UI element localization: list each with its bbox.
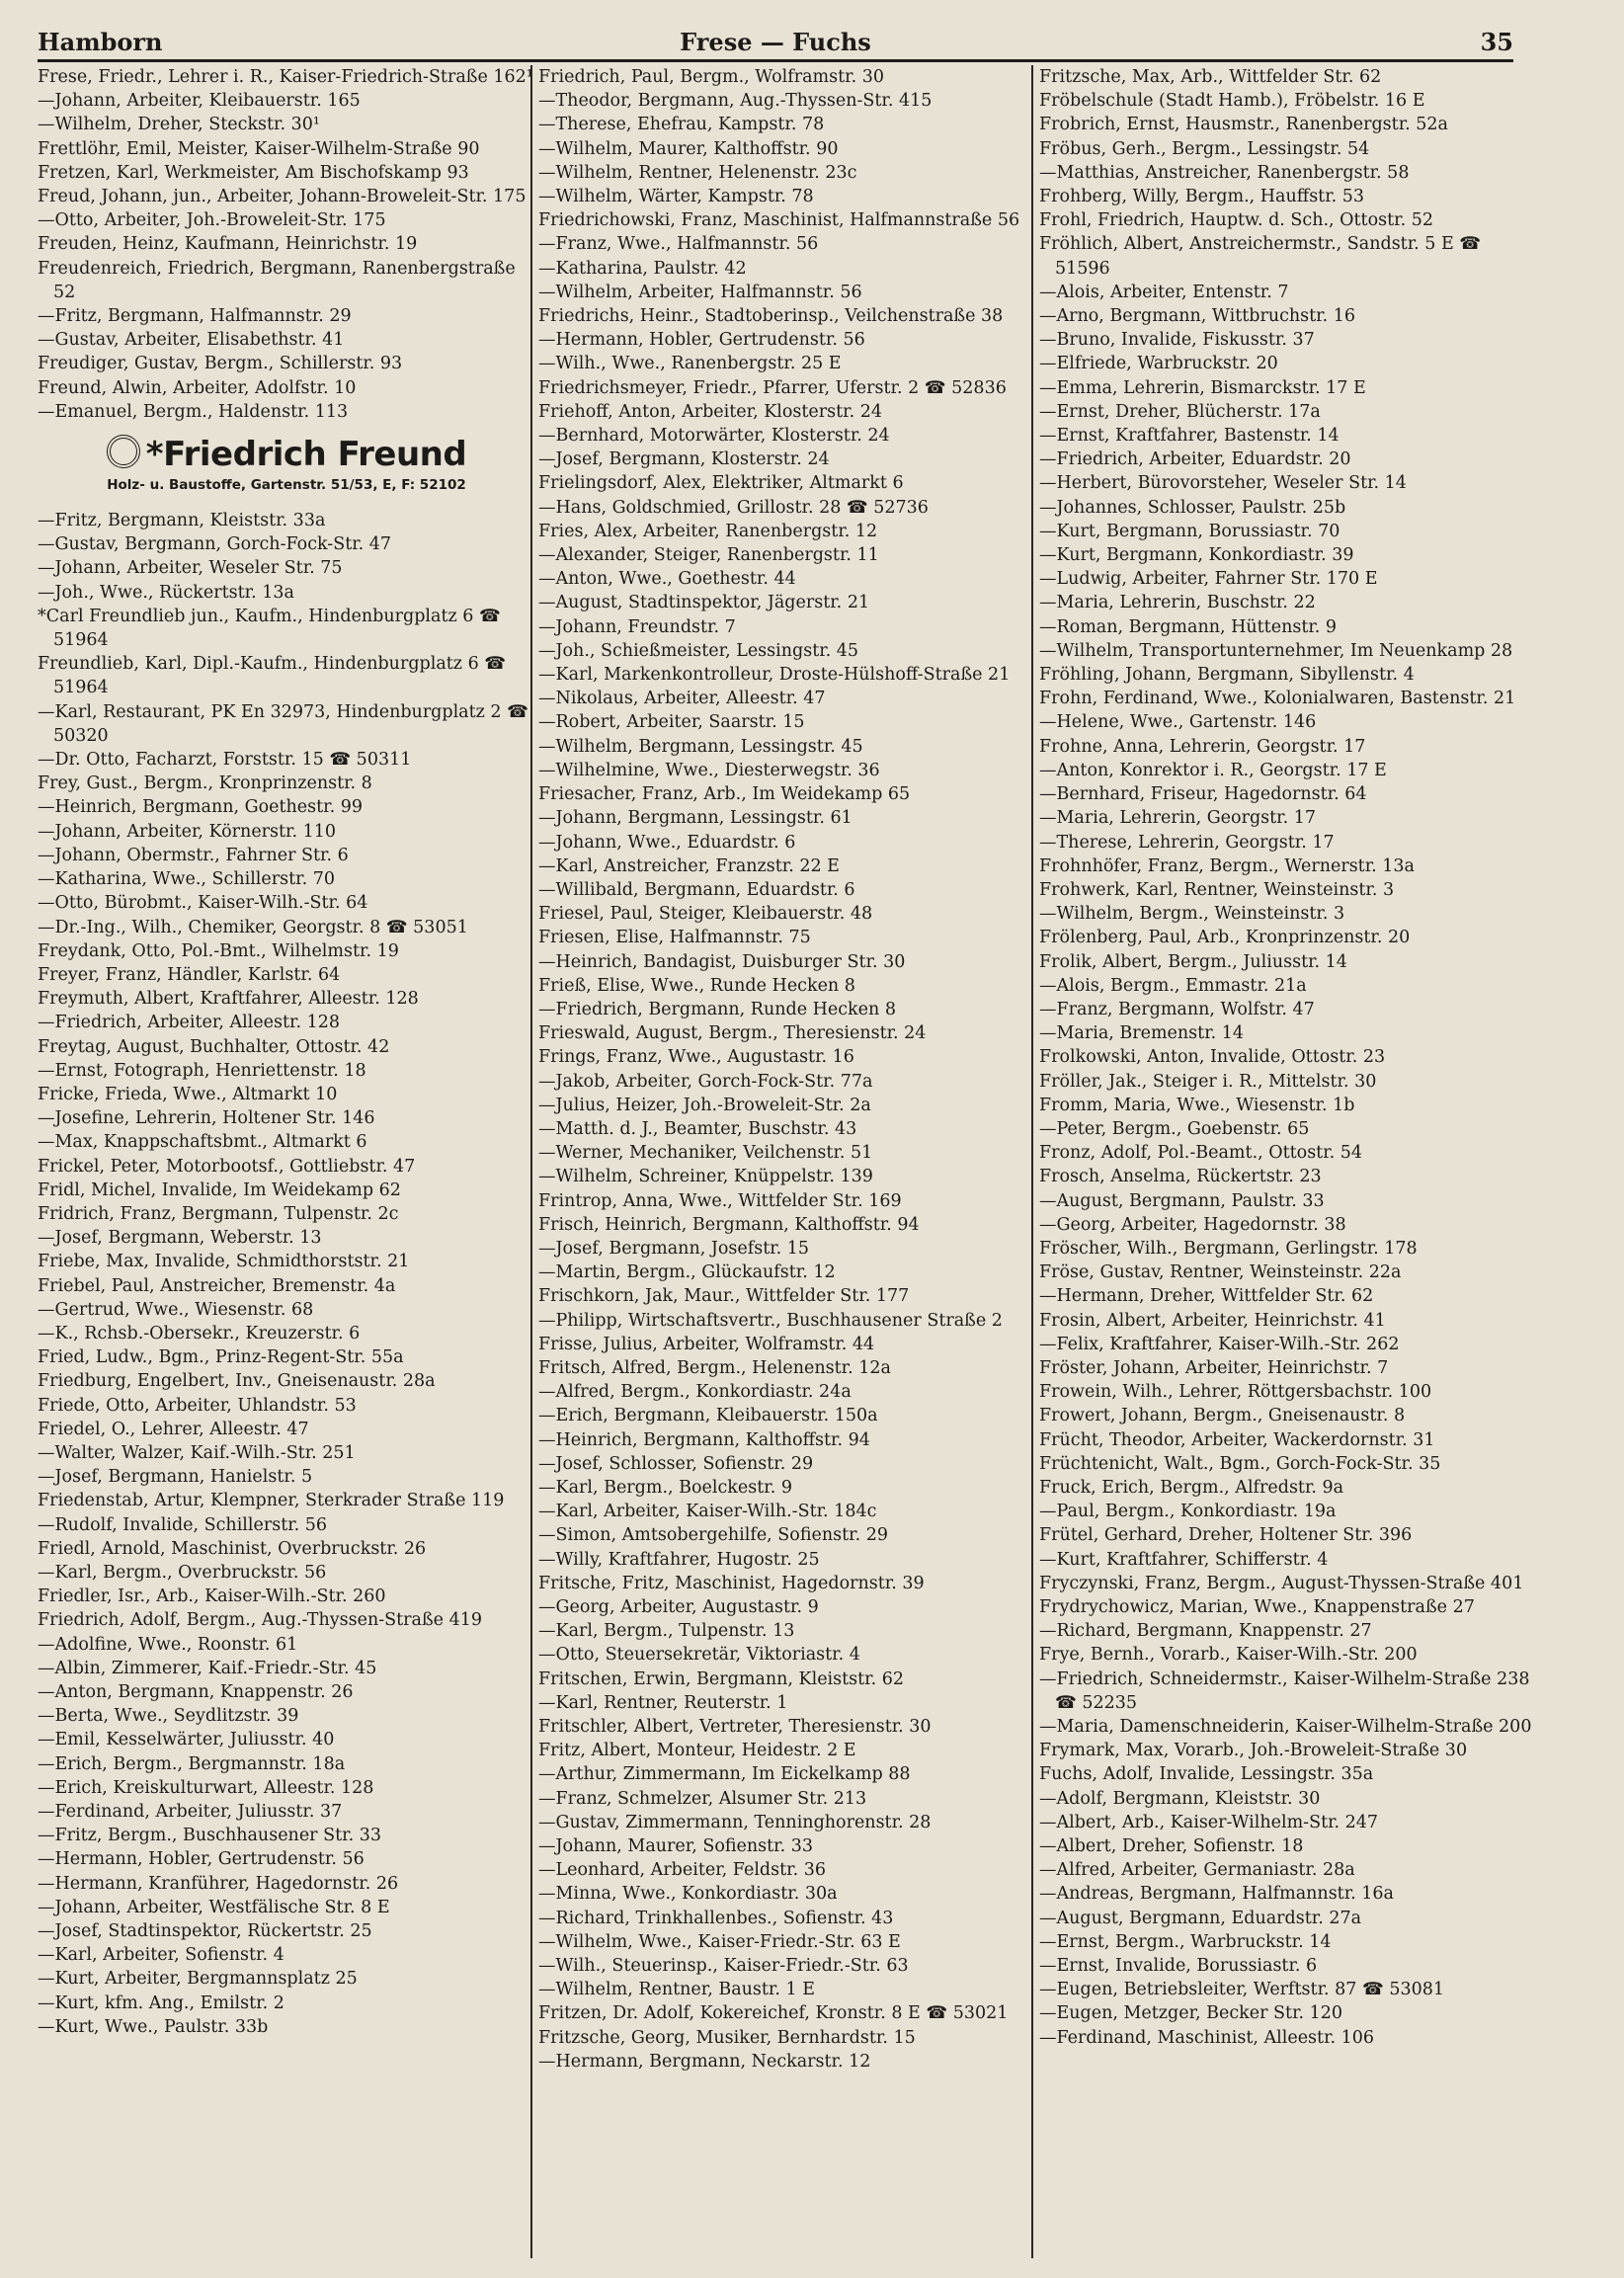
directory-entry: Fridrich, Franz, Bergmann, Tulpenstr. 2c xyxy=(38,1203,399,1224)
directory-entry: Frosch, Anselma, Rückertstr. 23 xyxy=(1039,1167,1322,1187)
directory-entry: Fritsch, Alfred, Bergm., Helenenstr. 12a xyxy=(538,1357,891,1378)
directory-entry: —Karl, Bergm., Boelckestr. 9 xyxy=(538,1477,792,1498)
directory-entry: —Johann, Arbeiter, Körnerstr. 110 xyxy=(38,821,337,842)
directory-entry: —Gustav, Zimmermann, Tenninghorenstr. 28 xyxy=(538,1812,932,1832)
directory-entry: —Wilhelm, Schreiner, Knüppelstr. 139 xyxy=(538,1167,873,1187)
directory-entry: Friedrichs, Heinr., Stadtoberinsp., Veilchenstraße 38 xyxy=(538,306,1004,327)
directory-entry: —Ernst, Dreher, Blücherstr. 17a xyxy=(1039,401,1321,422)
directory-entry: —Johann, Maurer, Sofienstr. 33 xyxy=(538,1836,814,1857)
directory-entry: —Leonhard, Arbeiter, Feldstr. 36 xyxy=(538,1860,826,1881)
directory-entry: Friedrich, Adolf, Bergm., Aug.-Thyssen-Straße 419 xyxy=(38,1610,482,1631)
directory-entry: —Erich, Bergmann, Kleibauerstr. 150a xyxy=(538,1406,878,1426)
directory-entry: —Theodor, Bergmann, Aug.-Thyssen-Str. 415 xyxy=(538,91,933,112)
directory-entry: —Martin, Bergm., Glückaufstr. 12 xyxy=(538,1262,836,1283)
directory-entry: Frye, Bernh., Vorarb., Kaiser-Wilh.-Str. 200 xyxy=(1039,1645,1418,1666)
directory-entry: Fromm, Maria, Wwe., Wiesenstr. 1b xyxy=(1039,1095,1355,1115)
directory-entry: Frischkorn, Jak, Maur., Wittfelder Str. 177 xyxy=(538,1286,910,1307)
directory-entry: —Otto, Bürobmt., Kaiser-Wilh.-Str. 64 xyxy=(38,893,368,914)
directory-entry: —Maria, Damenschneiderin, Kaiser-Wilhelm-Straße 200 xyxy=(1039,1717,1532,1738)
directory-entry: Frölenberg, Paul, Arb., Kronprinzenstr. 20 xyxy=(1039,928,1411,948)
directory-entry: Fruck, Erich, Bergm., Alfredstr. 9a xyxy=(1039,1477,1344,1498)
directory-entry: Frowein, Wilh., Lehrer, Röttgersbachstr. 100 xyxy=(1039,1382,1432,1403)
directory-entry: Frymark, Max, Vorarb., Joh.-Broweleit-Straße 30 xyxy=(1039,1741,1468,1761)
directory-entry: —Kurt, kfm. Ang., Emilstr. 2 xyxy=(38,1993,284,2013)
directory-entry: —Friedrich, Schneidermstr., Kaiser-Wilhelm-Straße 238 ☎ 52235 xyxy=(1039,1668,1530,1713)
directory-entry: —Peter, Bergm., Goebenstr. 65 xyxy=(1039,1118,1310,1139)
directory-entry: —Hermann, Hobler, Gertrudenstr. 56 xyxy=(538,330,865,351)
directory-entry: —Bruno, Invalide, Fiskusstr. 37 xyxy=(1039,330,1315,351)
directory-entry: —Herbert, Bürovorsteher, Weseler Str. 14 xyxy=(1039,473,1407,494)
directory-entry: Frolik, Albert, Bergm., Juliusstr. 14 xyxy=(1039,951,1347,972)
directory-entry: —Heinrich, Bergmann, Goethestr. 99 xyxy=(38,797,364,818)
directory-entry: —Wilh., Wwe., Ranenbergstr. 25 E xyxy=(538,354,842,374)
directory-entry: Frütel, Gerhard, Dreher, Holtener Str. 396 xyxy=(1039,1525,1413,1546)
directory-entry: Friedrich, Paul, Bergm., Wolframstr. 30 xyxy=(538,67,884,87)
directory-entry: —Robert, Arbeiter, Saarstr. 15 xyxy=(538,712,805,733)
directory-entry: Freymuth, Albert, Kraftfahrer, Alleestr. 128 xyxy=(38,989,419,1010)
directory-entry: —Johann, Wwe., Eduardstr. 6 xyxy=(538,832,796,853)
directory-entry: Fritz, Albert, Monteur, Heidestr. 2 E xyxy=(538,1741,856,1761)
directory-entry: Frohn, Ferdinand, Wwe., Kolonialwaren, Bastenstr. 21 xyxy=(1039,689,1516,709)
directory-entry: —Fritz, Bergmann, Halfmannstr. 29 xyxy=(38,306,352,327)
directory-entry: —Johann, Bergmann, Lessingstr. 61 xyxy=(538,808,853,829)
directory-entry: —Ernst, Kraftfahrer, Bastenstr. 14 xyxy=(1039,426,1340,447)
directory-entry: —Fritz, Bergmann, Kleiststr. 33a xyxy=(38,511,326,531)
page-header xyxy=(38,28,1513,61)
directory-entry: Friedenstab, Artur, Klempner, Sterkrader Straße 119 xyxy=(38,1491,505,1511)
ring-logo-icon xyxy=(107,435,140,468)
page-number: 35 xyxy=(1480,28,1513,56)
directory-entry: Fritzsche, Max, Arb., Wittfelder Str. 62 xyxy=(1039,67,1382,87)
directory-entry: Frydrychowicz, Marian, Wwe., Knappenstraße 27 xyxy=(1039,1597,1475,1617)
directory-entry: Frisse, Julius, Arbeiter, Wolframstr. 44 xyxy=(538,1334,875,1354)
directory-entry: —Emma, Lehrerin, Bismarckstr. 17 E xyxy=(1039,377,1366,398)
header-city: Hamborn xyxy=(38,28,163,56)
directory-entry: Frieswald, August, Bergm., Theresienstr. 24 xyxy=(538,1023,927,1044)
directory-entry: —K., Rchsb.-Obersekr., Kreuzerstr. 6 xyxy=(38,1323,361,1343)
directory-entry: Frohne, Anna, Lehrerin, Georgstr. 17 xyxy=(1039,736,1366,757)
directory-entry: Fröhling, Johann, Bergmann, Sibyllenstr. 4 xyxy=(1039,665,1415,686)
directory-entry: —Nikolaus, Arbeiter, Alleestr. 47 xyxy=(538,689,826,709)
directory-entry: Fryczynski, Franz, Bergm., August-Thyssen-Straße 401 xyxy=(1039,1573,1524,1593)
directory-entry: —Josef, Stadtinspektor, Rückertstr. 25 xyxy=(38,1921,372,1942)
directory-entry: —Helene, Wwe., Gartenstr. 146 xyxy=(1039,712,1317,733)
directory-entry: —Walter, Walzer, Kaif.-Wilh.-Str. 251 xyxy=(38,1442,356,1463)
directory-entry: Fritschler, Albert, Vertreter, Theresienstr. 30 xyxy=(538,1717,932,1738)
directory-entry: —Erich, Kreiskulturwart, Alleestr. 128 xyxy=(38,1777,374,1798)
directory-entry: —Therese, Lehrerin, Georgstr. 17 xyxy=(1039,832,1335,853)
directory-entry: —Joh., Wwe., Rückertstr. 13a xyxy=(38,582,294,603)
directory-entry: —Maria, Lehrerin, Georgstr. 17 xyxy=(1039,808,1316,829)
directory-entry: Friedler, Isr., Arb., Kaiser-Wilh.-Str. 260 xyxy=(38,1586,386,1607)
directory-entry: Frohl, Friedrich, Hauptw. d. Sch., Ottostr. 52 xyxy=(1039,210,1433,231)
directory-entry: —Katharina, Wwe., Schillerstr. 70 xyxy=(38,869,335,890)
directory-entry: —Julius, Heizer, Joh.-Broweleit-Str. 2a xyxy=(538,1095,871,1115)
directory-entry: Friedrichowski, Franz, Maschinist, Halfmannstraße 56 xyxy=(538,210,1020,231)
directory-entry: —Josef, Bergmann, Weberstr. 13 xyxy=(38,1228,322,1249)
directory-entry: —Ernst, Bergm., Warbruckstr. 14 xyxy=(1039,1931,1332,1952)
directory-entry: —Albert, Dreher, Sofienstr. 18 xyxy=(1039,1836,1304,1857)
directory-entry: Fretzen, Karl, Werkmeister, Am Bischofskamp 93 xyxy=(38,162,469,183)
directory-entry: —Dr.-Ing., Wilh., Chemiker, Georgstr. 8 ☎ 53051 xyxy=(38,917,468,937)
directory-entry: Fritzen, Dr. Adolf, Kokereichef, Kronstr. 8 E ☎ 53021 xyxy=(538,2003,1009,2024)
directory-entry: —Ferdinand, Arbeiter, Juliusstr. 37 xyxy=(38,1802,343,1823)
directory-entry: Fritsche, Fritz, Maschinist, Hagedornstr. 39 xyxy=(538,1573,925,1593)
directory-entry: Freudenreich, Friedrich, Bergmann, Ranenbergstraße 52 xyxy=(38,258,516,302)
column-3 xyxy=(1039,65,1537,2258)
directory-entry: Fröhlich, Albert, Anstreichermstr., Sandstr. 5 E ☎ 51596 xyxy=(1039,234,1482,279)
directory-entry: Fried, Ludw., Bgm., Prinz-Regent-Str. 55a xyxy=(38,1347,404,1368)
directory-entry: —Heinrich, Bergmann, Kalthoffstr. 94 xyxy=(538,1429,870,1450)
directory-entry: Friesel, Paul, Steiger, Kleibauerstr. 48 xyxy=(538,904,873,925)
directory-entry: —Willibald, Bergmann, Eduardstr. 6 xyxy=(538,879,855,900)
directory-entry: —Eugen, Betriebsleiter, Werftstr. 87 ☎ 53081 xyxy=(1039,1980,1444,2000)
directory-entry: —Kurt, Bergmann, Borussiastr. 70 xyxy=(1039,521,1340,541)
directory-entry: —August, Bergmann, Eduardstr. 27a xyxy=(1039,1908,1362,1928)
directory-entry: —Bernhard, Motorwärter, Klosterstr. 24 xyxy=(538,426,890,447)
directory-entry: —Wilhelm, Maurer, Kalthoffstr. 90 xyxy=(538,138,839,159)
directory-entry: —Franz, Wwe., Halfmannstr. 56 xyxy=(538,234,819,255)
directory-entry: —Dr. Otto, Facharzt, Forststr. 15 ☎ 50311 xyxy=(38,750,412,771)
directory-entry: Freyer, Franz, Händler, Karlstr. 64 xyxy=(38,964,341,985)
directory-entry: —Max, Knappschaftsbmt., Altmarkt 6 xyxy=(38,1132,367,1153)
directory-entry: —Wilhelm, Arbeiter, Halfmannstr. 56 xyxy=(538,282,862,302)
directory-entry: —Emil, Kesselwärter, Juliusstr. 40 xyxy=(38,1730,335,1750)
directory-entry: —Emanuel, Bergm., Haldenstr. 113 xyxy=(38,401,349,422)
directory-entry: Frings, Franz, Wwe., Augustastr. 16 xyxy=(538,1047,854,1068)
directory-entry: —Simon, Amtsobergehilfe, Sofienstr. 29 xyxy=(538,1525,888,1546)
directory-entry: Fronz, Adolf, Pol.-Beamt., Ottostr. 54 xyxy=(1039,1143,1363,1164)
header-rule xyxy=(38,59,1513,62)
directory-entry: Freundlieb, Karl, Dipl.-Kaufm., Hindenburgplatz 6 ☎ 51964 xyxy=(38,654,507,698)
directory-entry: —Matth. d. J., Beamter, Buschstr. 43 xyxy=(538,1118,857,1139)
directory-entry: —Felix, Kraftfahrer, Kaiser-Wilh.-Str. 262 xyxy=(1039,1334,1400,1354)
directory-entry: Frolkowski, Anton, Invalide, Ottostr. 23 xyxy=(1039,1047,1386,1068)
directory-entry: Friebel, Paul, Anstreicher, Bremenstr. 4a xyxy=(38,1275,396,1296)
directory-entry: —Katharina, Paulstr. 42 xyxy=(538,258,747,279)
directory-entry: —Karl, Restaurant, PK En 32973, Hindenburgplatz 2 ☎ 50320 xyxy=(38,701,528,746)
directory-entry: Frey, Gust., Bergm., Kronprinzenstr. 8 xyxy=(38,773,372,794)
directory-entry: —Johann, Obermstr., Fahrner Str. 6 xyxy=(38,845,349,865)
directory-entry: Friede, Otto, Arbeiter, Uhlandstr. 53 xyxy=(38,1395,357,1416)
directory-entry: Frowert, Johann, Bergm., Gneisenaustr. 8 xyxy=(1039,1406,1406,1426)
directory-entry: —Kurt, Bergmann, Konkordiastr. 39 xyxy=(1039,545,1354,566)
directory-entry: Friesen, Elise, Halfmannstr. 75 xyxy=(538,928,811,948)
directory-entry: —Otto, Steuersekretär, Viktoriastr. 4 xyxy=(538,1645,860,1666)
directory-entry: —Matthias, Anstreicher, Ranenbergstr. 58 xyxy=(1039,162,1410,183)
directory-entry: Frohnhöfer, Franz, Bergm., Wernerstr. 13a xyxy=(1039,855,1415,876)
directory-entry: —Eugen, Metzger, Becker Str. 120 xyxy=(1039,2003,1343,2024)
directory-entry: —Ernst, Fotograph, Henriettenstr. 18 xyxy=(38,1060,366,1081)
column-1-entries-bottom xyxy=(38,509,535,2039)
directory-entry: —Josef, Schlosser, Sofienstr. 29 xyxy=(538,1453,814,1474)
directory-entry: Fuchs, Adolf, Invalide, Lessingstr. 35a xyxy=(1039,1764,1374,1785)
directory-entry: Frohberg, Willy, Bergm., Hauffstr. 53 xyxy=(1039,187,1365,207)
directory-entry: —Fritz, Bergm., Buschhausener Str. 33 xyxy=(38,1826,381,1846)
ad-details: Holz- u. Baustoffe, Gartenstr. 51/53, E, F: 52102 xyxy=(107,477,466,494)
directory-entry: —Richard, Trinkhallenbes., Sofienstr. 43 xyxy=(538,1908,894,1928)
directory-entry: —August, Bergmann, Paulstr. 33 xyxy=(1039,1190,1325,1211)
directory-entry: —Alfred, Bergm., Konkordiastr. 24a xyxy=(538,1382,852,1403)
directory-entry: —Alois, Bergm., Emmastr. 21a xyxy=(1039,975,1307,996)
directory-entry: Frintrop, Anna, Wwe., Wittfelder Str. 169 xyxy=(538,1190,902,1211)
directory-entry: —Bernhard, Friseur, Hagedornstr. 64 xyxy=(1039,784,1367,805)
directory-entry: Friedel, O., Lehrer, Alleestr. 47 xyxy=(38,1419,309,1439)
directory-entry: —Anton, Konrektor i. R., Georgstr. 17 E xyxy=(1039,760,1387,780)
directory-entry: —Roman, Bergmann, Hüttenstr. 9 xyxy=(1039,616,1338,637)
directory-entry: —Heinrich, Bandagist, Duisburger Str. 30 xyxy=(538,951,906,972)
directory-entry: —Hermann, Dreher, Wittfelder Str. 62 xyxy=(1039,1286,1374,1307)
directory-entry: Frosin, Albert, Arbeiter, Heinrichstr. 41 xyxy=(1039,1310,1386,1331)
directory-entry: —Otto, Arbeiter, Joh.-Broweleit-Str. 175 xyxy=(38,210,386,231)
directory-entry: —Rudolf, Invalide, Schillerstr. 56 xyxy=(38,1514,328,1535)
directory-entry: —Friedrich, Arbeiter, Eduardstr. 20 xyxy=(1039,449,1351,470)
directory-entry: Friebe, Max, Invalide, Schmidthorststr. 21 xyxy=(38,1252,410,1272)
directory-entry: —Johann, Arbeiter, Westfälische Str. 8 E xyxy=(38,1897,390,1917)
directory-entry: —Jakob, Arbeiter, Gorch-Fock-Str. 77a xyxy=(538,1071,873,1092)
directory-entry: —Wilhelm, Transportunternehmer, Im Neuenkamp 28 xyxy=(1039,640,1513,661)
directory-entry: —Maria, Lehrerin, Buschstr. 22 xyxy=(1039,593,1316,613)
directory-entry: Fricke, Frieda, Wwe., Altmarkt 10 xyxy=(38,1084,338,1104)
directory-entry: —Kurt, Wwe., Paulstr. 33b xyxy=(38,2016,269,2037)
directory-entry: Friedburg, Engelbert, Inv., Gneisenaustr. 28a xyxy=(38,1371,436,1392)
directory-entry: Fröscher, Wilh., Bergmann, Gerlingstr. 178 xyxy=(1039,1238,1418,1259)
directory-entry: Frielingsdorf, Alex, Elektriker, Altmarkt 6 xyxy=(538,473,904,494)
directory-entry: Frohwerk, Karl, Rentner, Weinsteinstr. 3 xyxy=(1039,879,1395,900)
directory-entry: Frücht, Theodor, Arbeiter, Wackerdornstr. 31 xyxy=(1039,1429,1435,1450)
directory-entry: Fritschen, Erwin, Bergmann, Kleiststr. 62 xyxy=(538,1668,905,1689)
directory-entry: —Ludwig, Arbeiter, Fahrner Str. 170 E xyxy=(1039,569,1378,590)
directory-entry: Fridl, Michel, Invalide, Im Weidekamp 62 xyxy=(38,1180,401,1200)
directory-entry: —Hermann, Hobler, Gertrudenstr. 56 xyxy=(38,1849,365,1870)
directory-entry: —Richard, Bergmann, Knappenstr. 27 xyxy=(1039,1621,1372,1642)
directory-entry: —Friedrich, Bergmann, Runde Hecken 8 xyxy=(538,999,896,1019)
directory-entry: —Minna, Wwe., Konkordiastr. 30a xyxy=(538,1884,838,1905)
directory-entry: —Anton, Bergmann, Knappenstr. 26 xyxy=(38,1682,354,1702)
directory-entry: Frobrich, Ernst, Hausmstr., Ranenbergstr. 52a xyxy=(1039,115,1448,135)
directory-entry: Frettlöhr, Emil, Meister, Kaiser-Wilhelm-Straße 90 xyxy=(38,138,480,159)
directory-entry: —Therese, Ehefrau, Kampstr. 78 xyxy=(538,115,825,135)
directory-entry: —Hermann, Bergmann, Neckarstr. 12 xyxy=(538,2051,871,2072)
directory-entry: —Wilhelm, Bergmann, Lessingstr. 45 xyxy=(538,736,863,757)
directory-entry: —Franz, Schmelzer, Alsumer Str. 213 xyxy=(538,1788,867,1809)
directory-entry: —Alois, Arbeiter, Entenstr. 7 xyxy=(1039,282,1289,302)
directory-entry: —Josef, Bergmann, Hanielstr. 5 xyxy=(38,1467,313,1488)
directory-entry: Friehoff, Anton, Arbeiter, Klosterstr. 24 xyxy=(538,401,882,422)
directory-entry: Freudiger, Gustav, Bergm., Schillerstr. 93 xyxy=(38,354,403,374)
directory-entry: —Johann, Arbeiter, Weseler Str. 75 xyxy=(38,558,343,579)
ad-company-name: *Friedrich Freund xyxy=(145,435,467,475)
directory-entry: Friesacher, Franz, Arb., Im Weidekamp 65 xyxy=(538,784,911,805)
directory-entry: —Anton, Wwe., Goethestr. 44 xyxy=(538,569,796,590)
directory-entry: —Wilhelm, Wärter, Kampstr. 78 xyxy=(538,187,814,207)
directory-entry: —Wilhelm, Bergm., Weinsteinstr. 3 xyxy=(1039,904,1345,925)
directory-entry: —Johann, Freundstr. 7 xyxy=(538,616,736,637)
directory-entry: —Karl, Markenkontrolleur, Droste-Hülshoff-Straße 21 xyxy=(538,665,1011,686)
directory-entry: —Karl, Bergm., Tulpenstr. 13 xyxy=(538,1621,795,1642)
directory-entry: —Maria, Bremenstr. 14 xyxy=(1039,1023,1245,1044)
directory-entry: Freuden, Heinz, Kaufmann, Heinrichstr. 19 xyxy=(38,234,418,255)
directory-entry: Freydank, Otto, Pol.-Bmt., Wilhelmstr. 19 xyxy=(38,940,399,961)
directory-entry: —Willy, Kraftfahrer, Hugostr. 25 xyxy=(538,1549,820,1570)
directory-entry: —Hermann, Kranführer, Hagedornstr. 26 xyxy=(38,1873,399,1894)
directory-entry: —Georg, Arbeiter, Hagedornstr. 38 xyxy=(1039,1214,1346,1235)
directory-entry: Fröse, Gustav, Rentner, Weinsteinstr. 22a xyxy=(1039,1262,1402,1283)
directory-entry: Friedrichsmeyer, Friedr., Pfarrer, Uferstr. 2 ☎ 52836 xyxy=(538,377,1007,398)
directory-entry: —Alfred, Arbeiter, Germaniastr. 28a xyxy=(1039,1860,1355,1881)
directory-entry: —Wilhelmine, Wwe., Diesterwegstr. 36 xyxy=(538,760,880,780)
directory-entry: —Joh., Schießmeister, Lessingstr. 45 xyxy=(538,640,859,661)
directory-entry: —Karl, Rentner, Reuterstr. 1 xyxy=(538,1692,788,1713)
advertisement xyxy=(38,434,535,495)
directory-entry: —Ernst, Invalide, Borussiastr. 6 xyxy=(1039,1956,1318,1977)
directory-entry: —Johann, Arbeiter, Kleibauerstr. 165 xyxy=(38,91,361,112)
directory-entry: —Wilhelm, Rentner, Helenenstr. 23c xyxy=(538,162,857,183)
directory-entry: —Wilhelm, Rentner, Baustr. 1 E xyxy=(538,1980,815,2000)
directory-entry: —Adolfine, Wwe., Roonstr. 61 xyxy=(38,1634,298,1655)
directory-entry: Fröbus, Gerh., Bergm., Lessingstr. 54 xyxy=(1039,138,1370,159)
directory-entry: —Andreas, Bergmann, Halfmannstr. 16a xyxy=(1039,1884,1394,1905)
directory-entry: —August, Stadtinspektor, Jägerstr. 21 xyxy=(538,593,870,613)
directory-entry: Fröbelschule (Stadt Hamb.), Fröbelstr. 16 E xyxy=(1039,91,1425,112)
directory-entry: —Josef, Bergmann, Josefstr. 15 xyxy=(538,1238,810,1259)
directory-entry: —Ferdinand, Maschinist, Alleestr. 106 xyxy=(1039,2027,1375,2048)
directory-entry: —Wilhelm, Dreher, Steckstr. 30¹ xyxy=(38,115,320,135)
directory-entry: *Carl Freundlieb jun., Kaufm., Hindenburgplatz 6 ☎ 51964 xyxy=(38,606,501,651)
directory-entry: —Karl, Arbeiter, Kaiser-Wilh.-Str. 184c xyxy=(538,1502,877,1522)
directory-entry: —Erich, Bergm., Bergmannstr. 18a xyxy=(38,1753,346,1774)
header-range: Frese — Fuchs xyxy=(680,28,871,56)
directory-entry: —Karl, Bergm., Overbruckstr. 56 xyxy=(38,1562,327,1583)
directory-entry: Früchtenicht, Walt., Bgm., Gorch-Fock-Str. 35 xyxy=(1039,1453,1441,1474)
directory-entry: —Karl, Anstreicher, Franzstr. 22 E xyxy=(538,855,840,876)
directory-entry: —Hans, Goldschmied, Grillostr. 28 ☎ 52736 xyxy=(538,497,929,518)
directory-entry: —Elfriede, Warbruckstr. 20 xyxy=(1039,354,1278,374)
column-1-entries-top xyxy=(38,65,535,424)
directory-entry: —Arno, Bergmann, Wittbruchstr. 16 xyxy=(1039,306,1356,327)
directory-entry: —Wilhelm, Wwe., Kaiser-Friedr.-Str. 63 E xyxy=(538,1931,901,1952)
column-1 xyxy=(38,65,535,2258)
directory-entry: —Berta, Wwe., Seydlitzstr. 39 xyxy=(38,1706,299,1727)
directory-entry: Fries, Alex, Arbeiter, Ranenbergstr. 12 xyxy=(538,521,878,541)
directory-entry: Freud, Johann, jun., Arbeiter, Johann-Broweleit-Str. 175 xyxy=(38,187,527,207)
directory-entry: Freytag, August, Buchhalter, Ottostr. 42 xyxy=(38,1036,390,1057)
directory-entry: —Karl, Arbeiter, Sofienstr. 4 xyxy=(38,1945,284,1966)
directory-entry: —Gustav, Bergmann, Gorch-Fock-Str. 47 xyxy=(38,534,392,555)
directory-entry: —Kurt, Kraftfahrer, Schifferstr. 4 xyxy=(1039,1549,1329,1570)
directory-entry: Frieß, Elise, Wwe., Runde Hecken 8 xyxy=(538,975,855,996)
directory-entry: —Josef, Bergmann, Klosterstr. 24 xyxy=(538,449,830,470)
directory-entry: Frickel, Peter, Motorbootsf., Gottliebstr. 47 xyxy=(38,1156,416,1177)
directory-entry: —Albert, Arb., Kaiser-Wilhelm-Str. 247 xyxy=(1039,1812,1379,1832)
directory-entry: —Josefine, Lehrerin, Holtener Str. 146 xyxy=(38,1108,375,1129)
directory-entry: Friedl, Arnold, Maschinist, Overbruckstr. 26 xyxy=(38,1538,427,1559)
directory-entry: Fröster, Johann, Arbeiter, Heinrichstr. 7 xyxy=(1039,1357,1389,1378)
directory-entry: Fröller, Jak., Steiger i. R., Mittelstr. 30 xyxy=(1039,1071,1377,1092)
directory-entry: —Philipp, Wirtschaftsvertr., Buschhausener Straße 2 xyxy=(538,1310,1003,1331)
directory-entry: Frisch, Heinrich, Bergmann, Kalthoffstr. 94 xyxy=(538,1214,920,1235)
directory-entry: Frese, Friedr., Lehrer i. R., Kaiser-Friedrich-Straße 162¹ xyxy=(38,67,533,87)
directory-entry: —Wilh., Steuerinsp., Kaiser-Friedr.-Str. 63 xyxy=(538,1956,909,1977)
directory-entry: —Alexander, Steiger, Ranenbergstr. 11 xyxy=(538,545,879,566)
directory-entry: —Friedrich, Arbeiter, Alleestr. 128 xyxy=(38,1013,340,1033)
directory-entry: —Gertrud, Wwe., Wiesenstr. 68 xyxy=(38,1299,314,1320)
directory-entry: —Johannes, Schlosser, Paulstr. 25b xyxy=(1039,497,1346,518)
directory-entry: Fritzsche, Georg, Musiker, Bernhardstr. 15 xyxy=(538,2027,916,2048)
directory-entry: —Georg, Arbeiter, Augustastr. 9 xyxy=(538,1597,819,1617)
directory-entry: —Albin, Zimmerer, Kaif.-Friedr.-Str. 45 xyxy=(38,1658,377,1678)
directory-entry: —Franz, Bergmann, Wolfstr. 47 xyxy=(1039,999,1315,1019)
directory-entry: Freund, Alwin, Arbeiter, Adolfstr. 10 xyxy=(38,377,357,398)
directory-entry: —Arthur, Zimmermann, Im Eickelkamp 88 xyxy=(538,1764,911,1785)
directory-entry: —Gustav, Arbeiter, Elisabethstr. 41 xyxy=(38,330,345,351)
directory-entry: —Adolf, Bergmann, Kleiststr. 30 xyxy=(1039,1788,1321,1809)
directory-entry: —Paul, Bergm., Konkordiastr. 19a xyxy=(1039,1502,1337,1522)
column-2 xyxy=(538,65,1036,2258)
directory-entry: —Werner, Mechaniker, Veilchenstr. 51 xyxy=(538,1143,873,1164)
directory-entry: —Kurt, Arbeiter, Bergmannsplatz 25 xyxy=(38,1969,358,1990)
